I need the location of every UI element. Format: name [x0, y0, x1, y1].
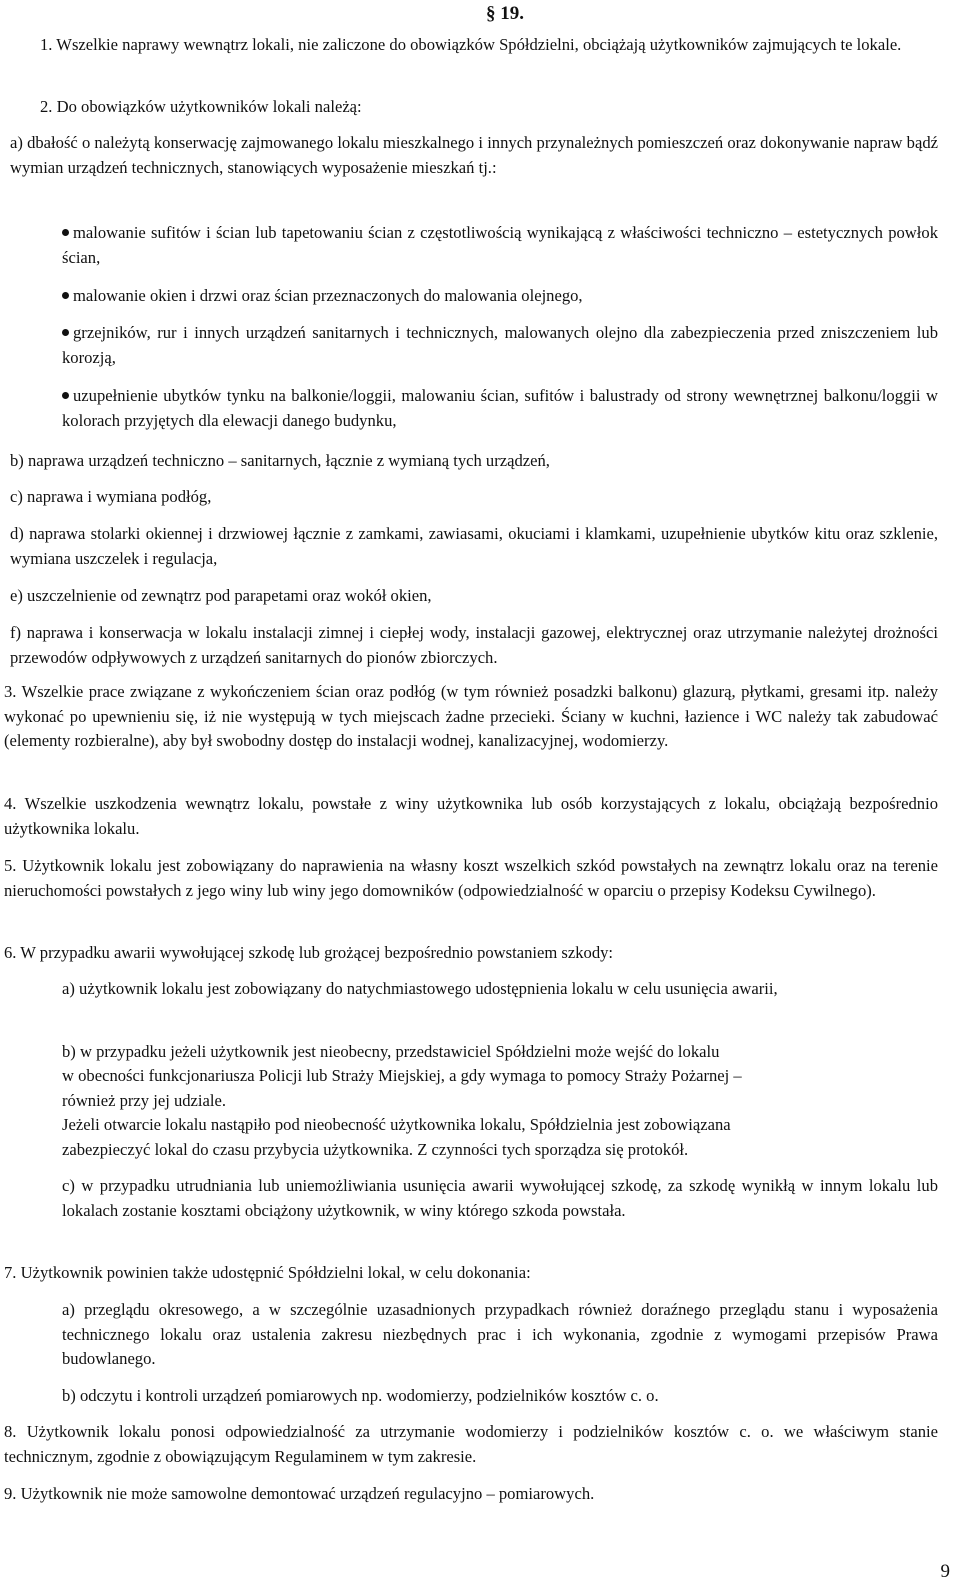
paragraph-6b-line: również przy jej udziale.	[62, 1091, 227, 1110]
item-d: d) naprawa stolarki okiennej i drzwiowej łącznie z zamkami, zawiasami, okuciami i klamkami, uzupełnienie ubytków kitu oraz szklenie, wymiana uszczelek i regulacja,	[10, 524, 938, 568]
bullet-item	[62, 221, 938, 270]
paragraph-2: 2. Do obowiązków użytkowników lokali należą:	[40, 97, 362, 116]
bullet-text: grzejników, rur i innych urządzeń sanitarnych i technicznych, malowanych olejno dla zabezpieczenia przed zniszczeniem lub korozją,	[62, 323, 938, 367]
paragraph-4: 4. Wszelkie uszkodzenia wewnątrz lokalu, powstałe z winy użytkownika lub osób korzystających z lokalu, obciążają bezpośrednio użytkownika lokalu.	[4, 794, 938, 838]
bullet-icon	[62, 392, 69, 399]
paragraph-6b-line: b) w przypadku jeżeli użytkownik jest nieobecny, przedstawiciel Spółdzielni może wejść do lokalu	[62, 1042, 720, 1061]
paragraph-1: 1. Wszelkie naprawy wewnątrz lokali, nie zaliczone do obowiązków Spółdzielni, obciążają użytkowników zajmujących te lokale.	[40, 35, 902, 54]
paragraph-6b-line: w obecności funkcjonariusza Policji lub Straży Miejskiej, a gdy wymaga to pomocy Straży Pożarnej –	[62, 1066, 742, 1085]
paragraph-6b-line: Jeżeli otwarcie lokalu nastąpiło pod nieobecność użytkownika lokalu, Spółdzielnia jest zobowiązana	[62, 1115, 731, 1134]
paragraph-6b-line: zabezpieczyć lokal do czasu przybycia użytkownika. Z czynności tych sporządza się protokół.	[62, 1140, 689, 1159]
item-e: e) uszczelnienie od zewnątrz pod parapetami oraz wokół okien,	[10, 586, 432, 605]
paragraph-7: 7. Użytkownik powinien także udostępnić Spółdzielni lokal, w celu dokonania:	[4, 1263, 531, 1282]
paragraph-6: 6. W przypadku awarii wywołującej szkodę lub grożącej bezpośrednio powstaniem szkody:	[4, 943, 614, 962]
page-number: 9	[940, 1561, 950, 1582]
paragraph-7a: a) przeglądu okresowego, a w szczególnie uzasadnionych przypadkach również doraźnego przeglądu stanu i wyposażenia technicznego lokalu oraz ustalenia zakresu niezbędnych prac i ich wykonania, zgodnie z wymogami przepisów Prawa budowlanego.	[62, 1300, 938, 1368]
paragraph-6c: c) w przypadku utrudniania lub uniemożliwiania usunięcia awarii wywołującej szkodę, za szkodę wynikłą w innym lokalu lub lokalach zostanie kosztami obciążony użytkownik, w winy którego szkoda powstała.	[62, 1176, 938, 1220]
item-b: b) naprawa urządzeń techniczno – sanitarnych, łącznie z wymianą tych urządzeń,	[10, 451, 550, 470]
item-f: f) naprawa i konserwacja w lokalu instalacji zimnej i ciepłej wody, instalacji gazowej, elektrycznej oraz utrzymanie należytej drożności przewodów odpływowych z urządzeń sanitarnych do pionów zbiorczych.	[10, 623, 938, 667]
bullet-item	[62, 284, 938, 309]
bullet-item	[62, 384, 938, 433]
bullet-icon	[62, 329, 69, 336]
paragraph-9: 9. Użytkownik nie może samowolne demontować urządzeń regulacyjno – pomiarowych.	[4, 1484, 595, 1503]
bullet-item	[62, 321, 938, 370]
paragraph-8: 8. Użytkownik lokalu ponosi odpowiedzialność za utrzymanie wodomierzy i podzielników kosztów c. o. we właściwym stanie technicznym, zgodnie z obowiązującym Regulaminem w tym zakresie.	[4, 1422, 938, 1466]
item-a-intro: a) dbałość o należytą konserwację zajmowanego lokalu mieszkalnego i innych przynależnych pomieszczeń oraz dokonywanie napraw bądź wymian urządzeń technicznych, stanowiących wyposażenie mieszkań tj.:	[10, 133, 938, 177]
item-c: c) naprawa i wymiana podłóg,	[10, 487, 212, 506]
bullet-icon	[62, 292, 69, 299]
bullet-icon	[62, 229, 69, 236]
paragraph-6a: a) użytkownik lokalu jest zobowiązany do natychmiastowego udostępnienia lokalu w celu usunięcia awarii,	[62, 979, 778, 998]
section-heading: § 19.	[486, 3, 524, 24]
paragraph-5: 5. Użytkownik lokalu jest zobowiązany do naprawienia na własny koszt wszelkich szkód powstałych na zewnątrz lokalu oraz na terenie nieruchomości powstałych z jego winy lub winy jego domowników (odpowiedzialność w oparciu o przepisy Kodeksu Cywilnego).	[4, 856, 938, 900]
bullet-text: malowanie sufitów i ścian lub tapetowaniu ścian z częstotliwością wynikającą z właściwości techniczno – estetycznych powłok ścian,	[62, 223, 938, 267]
paragraph-3: 3. Wszelkie prace związane z wykończeniem ścian oraz podłóg (w tym również posadzki balkonu) glazurą, płytkami, gresami itp. należy wykonać po upewnieniu się, iż nie występują w tych miejscach żadne przecieki. Ściany w kuchni, łazience i WC należy tak zabudować (elementy rozbieralne), aby był swobodny dostęp do instalacji wodnej, kanalizacyjnej, wodomierzy.	[4, 682, 938, 750]
paragraph-7b: b) odczytu i kontroli urządzeń pomiarowych np. wodomierzy, podzielników kosztów c. o.	[62, 1386, 659, 1405]
bullet-text: malowanie okien i drzwi oraz ścian przeznaczonych do malowania olejnego,	[73, 286, 583, 305]
bullet-text: uzupełnienie ubytków tynku na balkonie/loggii, malowaniu ścian, sufitów i balustrady od strony wewnętrznej balkonu/loggii w kolorach przyjętych dla elewacji danego budynku,	[62, 386, 938, 430]
